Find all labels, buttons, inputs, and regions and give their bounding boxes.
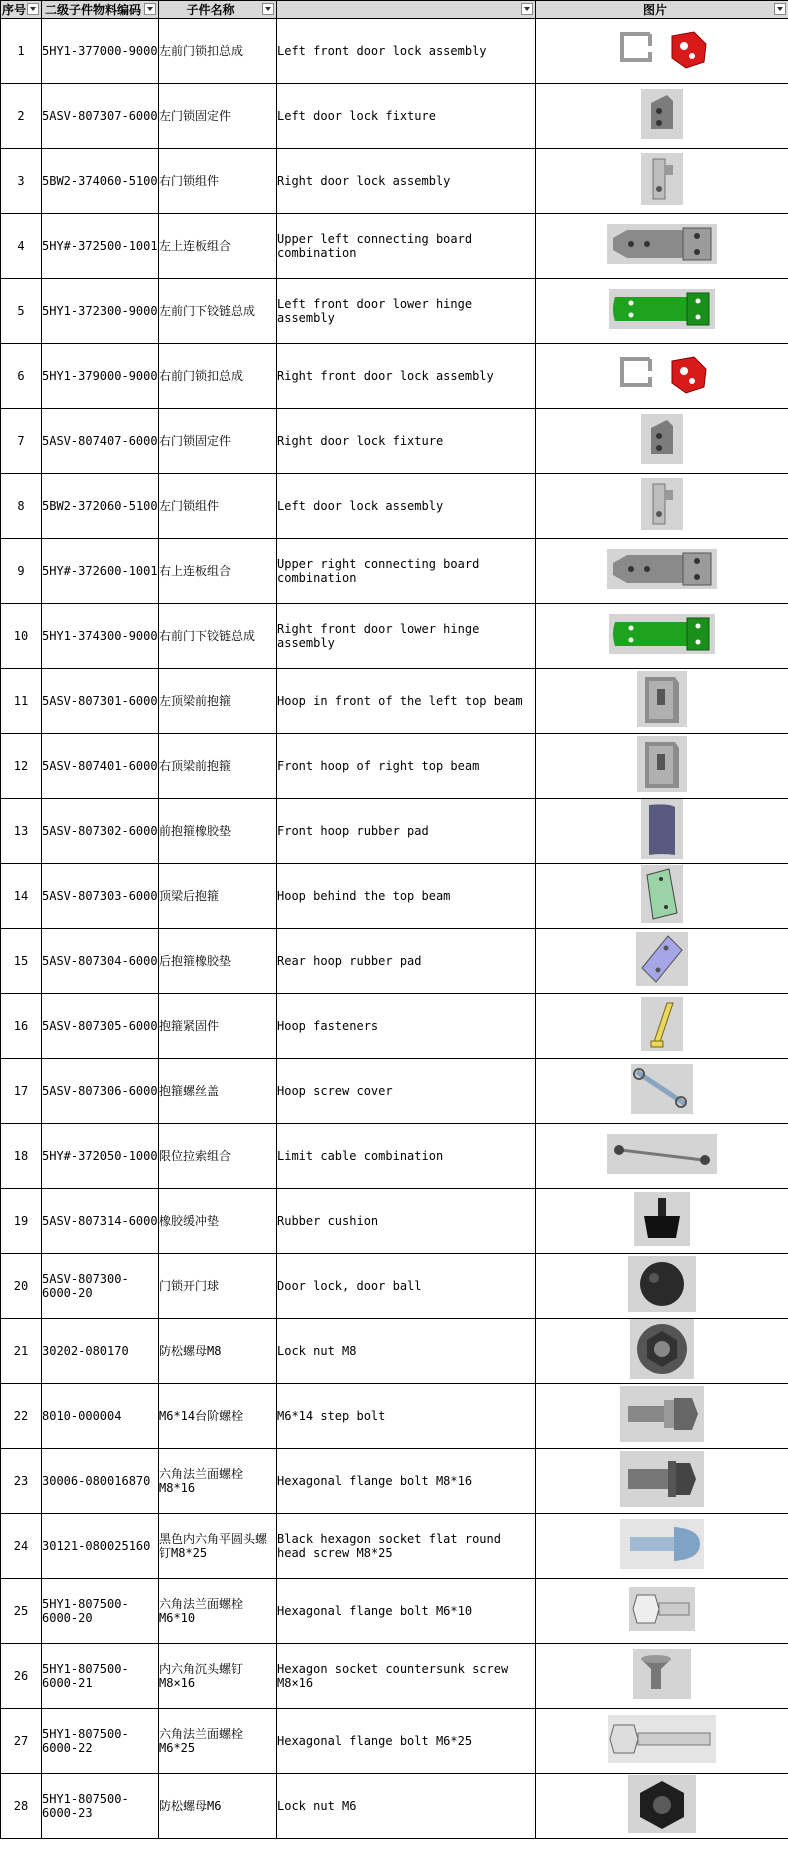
part-code[interactable]: 5ASV-807301-6000 [42, 669, 159, 734]
lock-assembly-icon [612, 26, 712, 76]
table-row [1, 539, 788, 604]
row-number[interactable]: 25 [1, 1579, 42, 1644]
table-row [1, 19, 788, 84]
row-number[interactable]: 5 [1, 279, 42, 344]
part-image-cell[interactable] [536, 1644, 788, 1709]
part-name-en[interactable]: Door lock, door ball [277, 1254, 536, 1319]
green-plate-icon [641, 865, 683, 927]
step-bolt-icon [620, 1386, 704, 1446]
part-code[interactable]: 5BW2-374060-5100 [42, 149, 159, 214]
part-image-cell[interactable] [536, 19, 788, 84]
part-name-cn[interactable]: 右门锁固定件 [159, 409, 277, 474]
part-code[interactable]: 5HY1-807500-6000-22 [42, 1709, 159, 1774]
part-code[interactable]: 5BW2-372060-5100 [42, 474, 159, 539]
filter-dropdown-icon[interactable] [27, 3, 39, 15]
table-row [1, 1189, 788, 1254]
part-image-cell[interactable] [536, 1189, 788, 1254]
filter-dropdown-icon[interactable] [774, 3, 786, 15]
part-image-cell[interactable] [536, 1384, 788, 1449]
part-image-cell[interactable] [536, 84, 788, 149]
part-name-cn[interactable]: M6*14台阶螺栓 [159, 1384, 277, 1449]
part-name-en[interactable]: Black hexagon socket flat round head screw M8*25 [277, 1514, 536, 1579]
header-code: 二级子件物料编码 [42, 1, 159, 19]
table-row [1, 1449, 788, 1514]
part-image-cell[interactable] [536, 1449, 788, 1514]
table-row [1, 1579, 788, 1644]
part-image-cell[interactable] [536, 734, 788, 799]
row-number[interactable]: 6 [1, 344, 42, 409]
flange-nut-icon [630, 1319, 694, 1383]
row-number[interactable]: 18 [1, 1124, 42, 1189]
header-image: 图片 [536, 1, 788, 19]
table-row [1, 994, 788, 1059]
latch-icon [641, 153, 683, 209]
part-name-en[interactable]: Right front door lower hinge assembly [277, 604, 536, 669]
part-image-cell[interactable] [536, 1124, 788, 1189]
part-code[interactable]: 5HY#-372050-1000 [42, 1124, 159, 1189]
hinge-plate-icon [607, 224, 717, 268]
part-image-cell[interactable] [536, 214, 788, 279]
part-code[interactable]: 5HY1-374300-9000 [42, 604, 159, 669]
part-image-cell[interactable] [536, 994, 788, 1059]
part-image-cell[interactable] [536, 604, 788, 669]
table-row [1, 1644, 788, 1709]
part-image-cell[interactable] [536, 1514, 788, 1579]
part-image-cell[interactable] [536, 279, 788, 344]
part-name-cn[interactable]: 右前门下铰链总成 [159, 604, 277, 669]
lock-fixture-icon [641, 89, 683, 143]
hoop-bracket-icon [637, 671, 687, 731]
row-number[interactable]: 4 [1, 214, 42, 279]
part-image-cell[interactable] [536, 474, 788, 539]
part-image-cell[interactable] [536, 1254, 788, 1319]
part-name-en[interactable]: Rear hoop rubber pad [277, 929, 536, 994]
part-name-en[interactable]: Hoop in front of the left top beam [277, 669, 536, 734]
green-hinge-icon [609, 289, 715, 333]
part-name-en[interactable]: Left front door lock assembly [277, 19, 536, 84]
table-row [1, 84, 788, 149]
table-row [1, 1709, 788, 1774]
lock-fixture-icon [641, 414, 683, 468]
header-no: 序号 [1, 1, 42, 19]
part-name-en[interactable]: Lock nut M8 [277, 1319, 536, 1384]
part-image-cell[interactable] [536, 669, 788, 734]
part-image-cell[interactable] [536, 1579, 788, 1644]
header-row [1, 1, 788, 19]
part-name-en[interactable]: Hexagonal flange bolt M6*25 [277, 1709, 536, 1774]
part-name-cn[interactable]: 六角法兰面螺栓M8*16 [159, 1449, 277, 1514]
long-bolt-icon [608, 1715, 716, 1767]
part-image-cell[interactable] [536, 409, 788, 474]
rubber-pad-icon [641, 799, 683, 863]
part-name-cn[interactable]: 左上连板组合 [159, 214, 277, 279]
row-number[interactable]: 9 [1, 539, 42, 604]
part-name-cn[interactable]: 左门锁固定件 [159, 84, 277, 149]
part-image-cell[interactable] [536, 799, 788, 864]
fastener-icon [641, 997, 683, 1055]
lock-assembly-icon [612, 351, 712, 401]
row-number[interactable]: 20 [1, 1254, 42, 1319]
rubber-cushion-icon [634, 1192, 690, 1250]
table-row [1, 1124, 788, 1189]
row-number[interactable]: 13 [1, 799, 42, 864]
row-number[interactable]: 19 [1, 1189, 42, 1254]
row-number[interactable]: 14 [1, 864, 42, 929]
part-image-cell[interactable] [536, 344, 788, 409]
part-name-en[interactable]: Hoop fasteners [277, 994, 536, 1059]
part-name-en[interactable]: Hexagonal flange bolt M8*16 [277, 1449, 536, 1514]
part-name-cn[interactable]: 限位拉索组合 [159, 1124, 277, 1189]
part-image-cell[interactable] [536, 1774, 788, 1839]
row-number[interactable]: 26 [1, 1644, 42, 1709]
part-code[interactable]: 5HY1-807500-6000-20 [42, 1579, 159, 1644]
latch-icon [641, 478, 683, 534]
part-name-cn[interactable]: 左前门锁扣总成 [159, 19, 277, 84]
part-code[interactable]: 5HY1-807500-6000-21 [42, 1644, 159, 1709]
part-name-cn[interactable]: 顶梁后抱箍 [159, 864, 277, 929]
header-cn-name: 子件名称 [159, 1, 277, 19]
part-name-en[interactable]: Right door lock fixture [277, 409, 536, 474]
part-code[interactable]: 5HY1-807500-6000-23 [42, 1774, 159, 1839]
green-hinge-icon [609, 614, 715, 658]
flange-bolt-icon [620, 1451, 704, 1511]
part-image-cell[interactable] [536, 929, 788, 994]
row-number[interactable]: 27 [1, 1709, 42, 1774]
row-number[interactable]: 10 [1, 604, 42, 669]
part-name-en[interactable]: Upper right connecting board combination [277, 539, 536, 604]
row-number[interactable]: 2 [1, 84, 42, 149]
row-number[interactable]: 28 [1, 1774, 42, 1839]
part-name-cn[interactable]: 抱箍紧固件 [159, 994, 277, 1059]
part-name-en[interactable]: Left front door lower hinge assembly [277, 279, 536, 344]
part-name-en[interactable]: Hexagon socket countersunk screw M8×16 [277, 1644, 536, 1709]
part-code[interactable]: 30121-080025160 [42, 1514, 159, 1579]
socket-screw-icon [620, 1519, 704, 1573]
row-number[interactable]: 11 [1, 669, 42, 734]
row-number[interactable]: 1 [1, 19, 42, 84]
part-name-en[interactable]: Left door lock fixture [277, 84, 536, 149]
part-name-en[interactable]: Left door lock assembly [277, 474, 536, 539]
table-row [1, 734, 788, 799]
part-code[interactable]: 5ASV-807401-6000 [42, 734, 159, 799]
table-row [1, 214, 788, 279]
part-name-en[interactable]: Hexagonal flange bolt M6*10 [277, 1579, 536, 1644]
row-number[interactable]: 15 [1, 929, 42, 994]
table-row [1, 669, 788, 734]
part-code[interactable]: 5ASV-807300-6000-20 [42, 1254, 159, 1319]
table-row [1, 1059, 788, 1124]
part-code[interactable]: 5HY1-377000-9000 [42, 19, 159, 84]
row-number[interactable]: 23 [1, 1449, 42, 1514]
table-row [1, 1384, 788, 1449]
part-code[interactable]: 5ASV-807314-6000 [42, 1189, 159, 1254]
table-row [1, 1774, 788, 1839]
row-number[interactable]: 21 [1, 1319, 42, 1384]
part-name-en[interactable]: Hoop screw cover [277, 1059, 536, 1124]
table-row [1, 279, 788, 344]
part-code[interactable]: 5ASV-807302-6000 [42, 799, 159, 864]
part-name-en[interactable]: Front hoop rubber pad [277, 799, 536, 864]
row-number[interactable]: 17 [1, 1059, 42, 1124]
part-code[interactable]: 5ASV-807307-6000 [42, 84, 159, 149]
part-image-cell[interactable] [536, 149, 788, 214]
table-row [1, 929, 788, 994]
part-name-cn[interactable]: 右上连板组合 [159, 539, 277, 604]
part-name-cn[interactable]: 防松螺母M8 [159, 1319, 277, 1384]
part-name-cn[interactable]: 右门锁组件 [159, 149, 277, 214]
header-en-name [277, 1, 536, 19]
screw-cover-icon [631, 1064, 693, 1118]
part-code[interactable]: 5HY1-372300-9000 [42, 279, 159, 344]
part-name-en[interactable]: Right door lock assembly [277, 149, 536, 214]
table-row [1, 799, 788, 864]
row-number[interactable]: 16 [1, 994, 42, 1059]
table-row [1, 864, 788, 929]
part-name-en[interactable]: M6*14 step bolt [277, 1384, 536, 1449]
part-name-cn[interactable]: 前抱箍橡胶垫 [159, 799, 277, 864]
part-code[interactable]: 5HY#-372600-1001 [42, 539, 159, 604]
part-code[interactable]: 30202-080170 [42, 1319, 159, 1384]
part-name-en[interactable]: Hoop behind the top beam [277, 864, 536, 929]
row-number[interactable]: 22 [1, 1384, 42, 1449]
table-row [1, 604, 788, 669]
part-name-en[interactable]: Upper left connecting board combination [277, 214, 536, 279]
part-name-cn[interactable]: 门锁开门球 [159, 1254, 277, 1319]
part-code[interactable]: 5ASV-807305-6000 [42, 994, 159, 1059]
part-code[interactable]: 8010-000004 [42, 1384, 159, 1449]
hinge-plate-icon [607, 549, 717, 593]
part-image-cell[interactable] [536, 1059, 788, 1124]
part-image-cell[interactable] [536, 1709, 788, 1774]
hoop-bracket-icon [637, 736, 687, 796]
part-code[interactable]: 5HY1-379000-9000 [42, 344, 159, 409]
part-name-cn[interactable]: 右前门锁扣总成 [159, 344, 277, 409]
part-name-cn[interactable]: 六角法兰面螺栓M6*10 [159, 1579, 277, 1644]
part-name-en[interactable]: Right front door lock assembly [277, 344, 536, 409]
part-name-en[interactable]: Front hoop of right top beam [277, 734, 536, 799]
part-name-cn[interactable]: 左门锁组件 [159, 474, 277, 539]
filter-dropdown-icon[interactable] [262, 3, 274, 15]
filter-dropdown-icon[interactable] [144, 3, 156, 15]
row-number[interactable]: 8 [1, 474, 42, 539]
row-number[interactable]: 3 [1, 149, 42, 214]
row-number[interactable]: 12 [1, 734, 42, 799]
purple-pad-icon [636, 932, 688, 990]
part-name-en[interactable]: Rubber cushion [277, 1189, 536, 1254]
filter-dropdown-icon[interactable] [521, 3, 533, 15]
hex-nut-icon [628, 1775, 696, 1837]
part-name-cn[interactable]: 内六角沉头螺钉M8×16 [159, 1644, 277, 1709]
part-name-cn[interactable]: 后抱箍橡胶垫 [159, 929, 277, 994]
part-code[interactable]: 5ASV-807304-6000 [42, 929, 159, 994]
part-name-en[interactable]: Limit cable combination [277, 1124, 536, 1189]
table-row [1, 1514, 788, 1579]
part-image-cell[interactable] [536, 539, 788, 604]
part-name-cn[interactable]: 抱箍螺丝盖 [159, 1059, 277, 1124]
part-name-cn[interactable]: 右顶梁前抱箍 [159, 734, 277, 799]
table-row [1, 1319, 788, 1384]
part-name-cn[interactable]: 左顶梁前抱箍 [159, 669, 277, 734]
table-row [1, 1254, 788, 1319]
part-name-cn[interactable]: 黑色内六角平圆头螺钉M8*25 [159, 1514, 277, 1579]
short-bolt-icon [629, 1587, 695, 1635]
part-code[interactable]: 5ASV-807306-6000 [42, 1059, 159, 1124]
table-row [1, 409, 788, 474]
countersunk-screw-icon [633, 1649, 691, 1703]
part-image-cell[interactable] [536, 1319, 788, 1384]
cable-icon [607, 1134, 717, 1178]
ball-icon [628, 1256, 696, 1316]
part-code[interactable]: 5HY#-372500-1001 [42, 214, 159, 279]
table-row [1, 474, 788, 539]
table-row [1, 344, 788, 409]
part-code[interactable]: 5ASV-807407-6000 [42, 409, 159, 474]
part-name-cn[interactable]: 橡胶缓冲垫 [159, 1189, 277, 1254]
table-row [1, 149, 788, 214]
part-name-cn[interactable]: 防松螺母M6 [159, 1774, 277, 1839]
row-number[interactable]: 7 [1, 409, 42, 474]
row-number[interactable]: 24 [1, 1514, 42, 1579]
part-name-en[interactable]: Lock nut M6 [277, 1774, 536, 1839]
part-code[interactable]: 5ASV-807303-6000 [42, 864, 159, 929]
part-code[interactable]: 30006-080016870 [42, 1449, 159, 1514]
part-name-cn[interactable]: 六角法兰面螺栓M6*25 [159, 1709, 277, 1774]
part-image-cell[interactable] [536, 864, 788, 929]
part-name-cn[interactable]: 左前门下铰链总成 [159, 279, 277, 344]
